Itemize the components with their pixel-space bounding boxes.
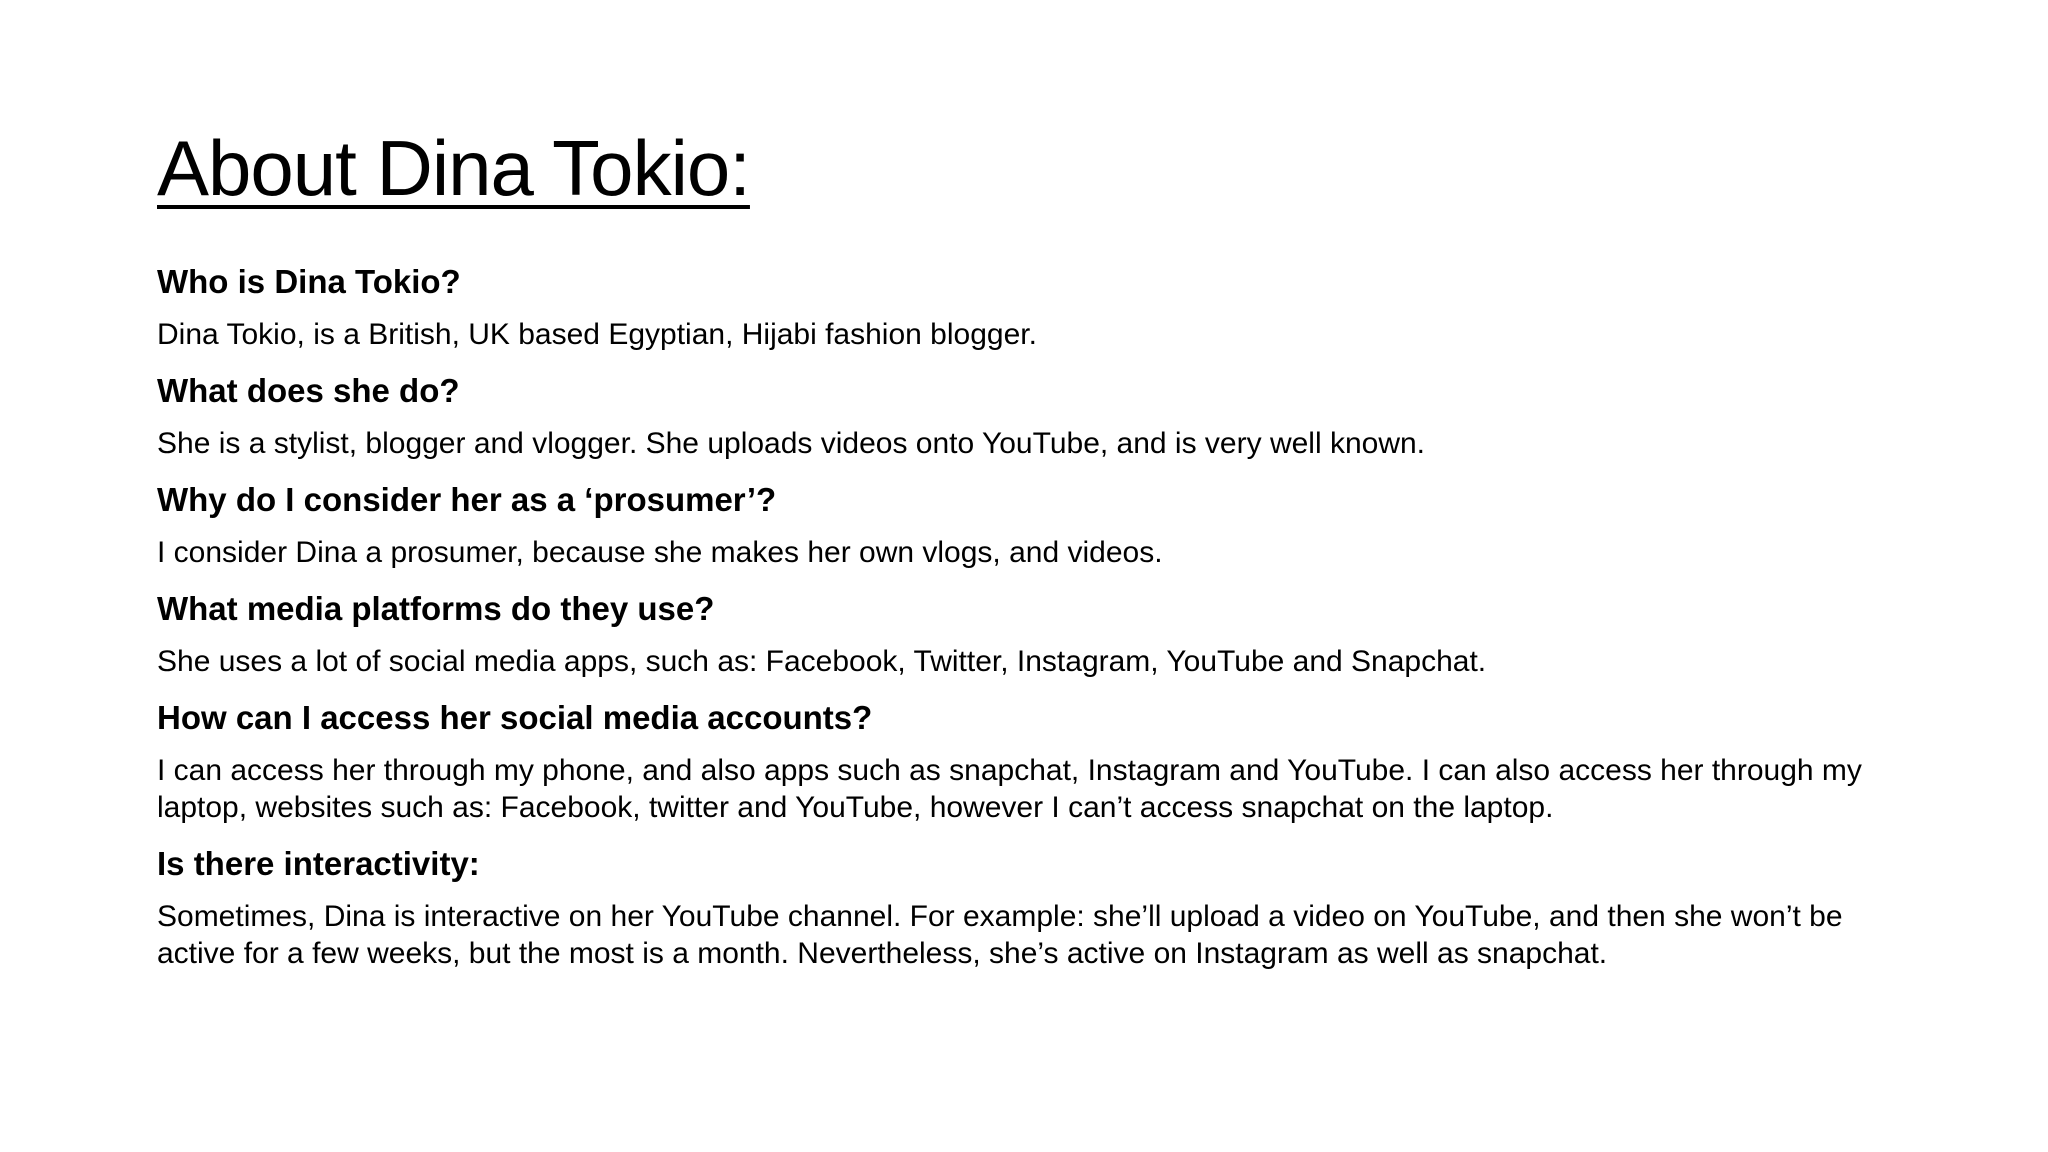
- question-prosumer: Why do I consider her as a ‘prosumer’?: [157, 481, 777, 518]
- answer-what-does-she-do: She is a stylist, blogger and vlogger. She uploads videos onto YouTube, and is very well known.: [157, 427, 1426, 460]
- answer-access: I can access her through my phone, and also apps such as snapchat, Instagram and YouTube. I can also access her through my laptop, websites such as: Facebook, twitter and YouTube, however I can’t access snapchat on the laptop.: [157, 754, 1862, 824]
- answer-prosumer: I consider Dina a prosumer, because she makes her own vlogs, and videos.: [157, 536, 1163, 569]
- question-who: Who is Dina Tokio?: [157, 263, 461, 300]
- question-access: How can I access her social media accounts?: [157, 699, 873, 736]
- slide-title: About Dina Tokio:: [157, 124, 750, 212]
- answer-who: Dina Tokio, is a British, UK based Egyptian, Hijabi fashion blogger.: [157, 318, 1037, 351]
- slide-body: [157, 258, 1917, 986]
- question-interactivity: Is there interactivity:: [157, 845, 480, 882]
- answer-interactivity: Sometimes, Dina is interactive on her YouTube channel. For example: she’ll upload a video on YouTube, and then she won’t be active for a few weeks, but the most is a month. Nevertheless, she’s active on Instagram as well as snapchat.: [157, 900, 1843, 970]
- question-what-does-she-do: What does she do?: [157, 372, 460, 409]
- question-platforms: What media platforms do they use?: [157, 590, 715, 627]
- answer-platforms: She uses a lot of social media apps, such as: Facebook, Twitter, Instagram, YouTube and Snapchat.: [157, 645, 1487, 678]
